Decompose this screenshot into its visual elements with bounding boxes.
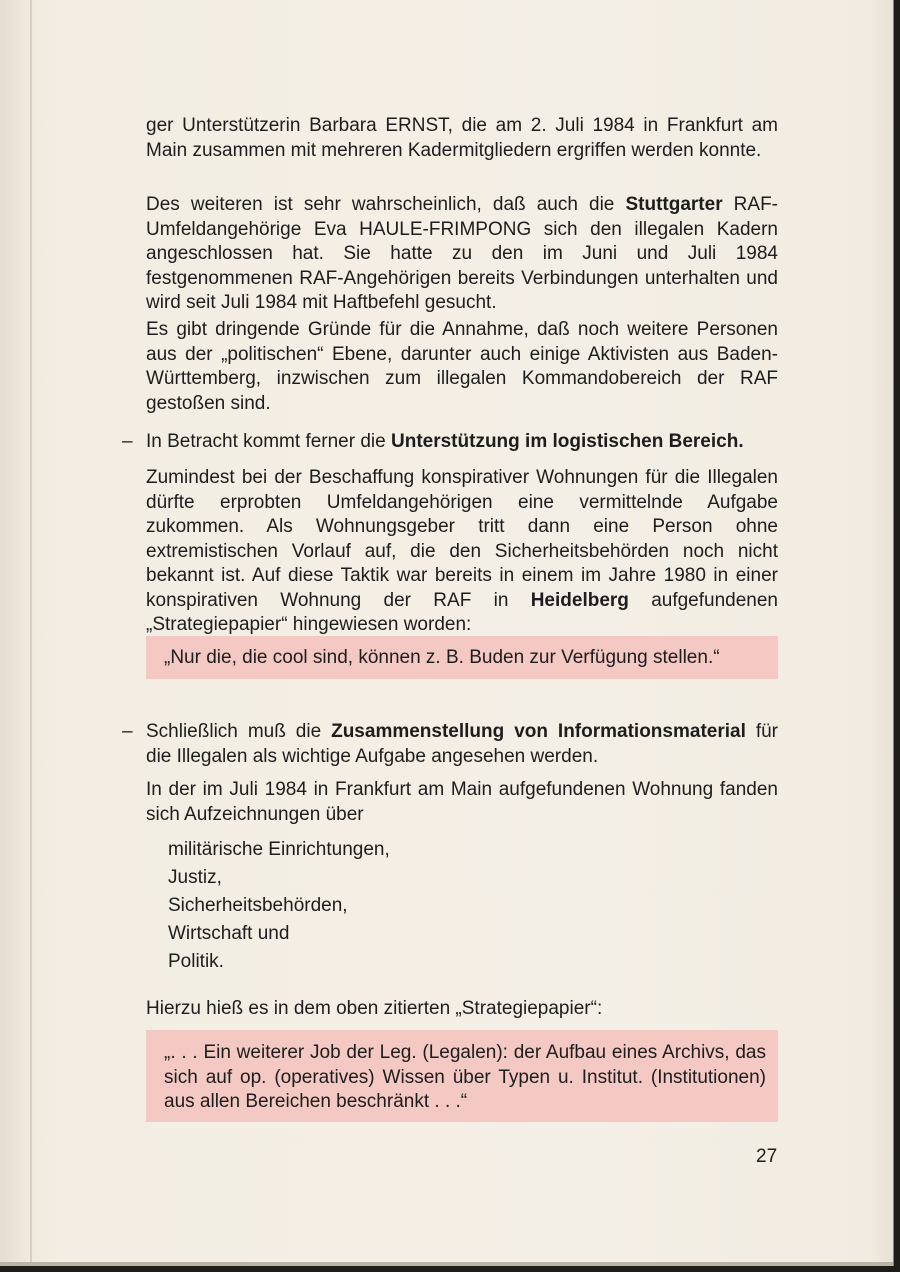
paragraph-5-text-b: aufgefundenen „Strategiepapier“ hingewiesen worden: [146,589,778,635]
paragraph-4 [146,430,778,455]
paragraph-7 [146,778,778,827]
page-gutter [30,0,32,1266]
paragraph-3-text: Es gibt dringende Gründe für die Annahme, daß noch weitere Personen aus der „politischen“ Ebene, darunter auch einige Aktivisten aus Baden-Württemberg, inzwischen zum illegalen Kommandobereich der RAF gestoßen sind. [146,319,778,414]
quote-box-1 [146,636,778,679]
paragraph-6-text-a: Schließlich muß die [146,721,332,742]
paragraph-6-bold: Zusammenstellung von Informationsmaterial [331,721,746,742]
quote-1-text: „Nur die, die cool sind, können z. B. Buden zur Verfügung stellen.“ [164,647,720,668]
list-item: Justiz, [168,867,222,888]
paragraph-5 [146,466,778,638]
paragraph-5-bold: Heidelberg [530,589,629,611]
paragraph-5-text-a: Zumindest bei der Beschaffung konspirativer Wohnungen für die Illegalen dürfte erprobten Umfeldangehörigen eine vermittelnde Aufgabe zukommen. Als Wohnungsgeber tritt dann eine Person ohne extremistischen Vorlauf auf, die den Sicherheitsbehörden noch nicht bekannt ist. Auf diese Taktik war bereits in einem im Jahre 1980 in einer konspirativen Wohnung der RAF in [146,467,778,611]
paragraph-2-text-b: RAF-Umfeldangehörige Eva HAULE-FRIMPONG sich den illegalen Kadern angeschlossen hat. Sie hatte zu den im Juni und Juli 1984 festgenommenen RAF-Angehörigen bereits Verbindungen unterhalten und wird seit Juli 1984 mit Haftbefehl gesucht. [146,194,779,313]
list-item: Sicherheitsbehörden, [168,895,348,916]
paragraph-1 [146,114,778,163]
paragraph-2-text-a: Des weiteren ist sehr wahrscheinlich, daß auch die [146,194,626,215]
list-item: Politik. [168,951,224,972]
dash-bullet-1: – [122,431,133,452]
paragraph-6 [146,720,778,769]
paragraph-2-bold: Stuttgarter [625,194,723,215]
dash-bullet-2: – [122,721,133,742]
list-item: militärische Einrichtungen, [168,839,390,860]
paragraph-4-text: In Betracht kommt ferner die [146,431,391,452]
paragraph-3 [146,318,778,416]
paragraph-1-text: ger Unterstützerin Barbara ERNST, die am 2. Juli 1984 in Frankfurt am Main zusammen mit mehreren Kadermitgliedern ergriffen werden konnte. [146,115,778,161]
page-number: 27 [756,1146,778,1167]
list-item: Wirtschaft und [168,923,290,944]
quote-2-text: „. . . Ein weiterer Job der Leg. (Legalen): der Aufbau eines Archivs, das sich auf op. (operatives) Wissen über Typen u. Institut. (Institutionen) aus allen Bereichen beschränkt . . .“ [164,1042,766,1112]
paragraph-2 [146,193,778,316]
paragraph-7-text: In der im Juli 1984 in Frankfurt am Main aufgefundenen Wohnung fanden sich Aufzeichnungen über [146,779,778,825]
page-bottom-edge [0,1262,893,1266]
paragraph-8-text: Hierzu hieß es in dem oben zitierten „Strategiepapier“: [146,998,603,1019]
quote-box-2 [146,1030,778,1122]
paragraph-4-bold: Unterstützung im logistischen Bereich. [391,431,744,452]
paragraph-6-text-b: für die Illegalen als wichtige Aufgabe angesehen werden. [146,721,778,767]
paragraph-8 [146,997,778,1022]
